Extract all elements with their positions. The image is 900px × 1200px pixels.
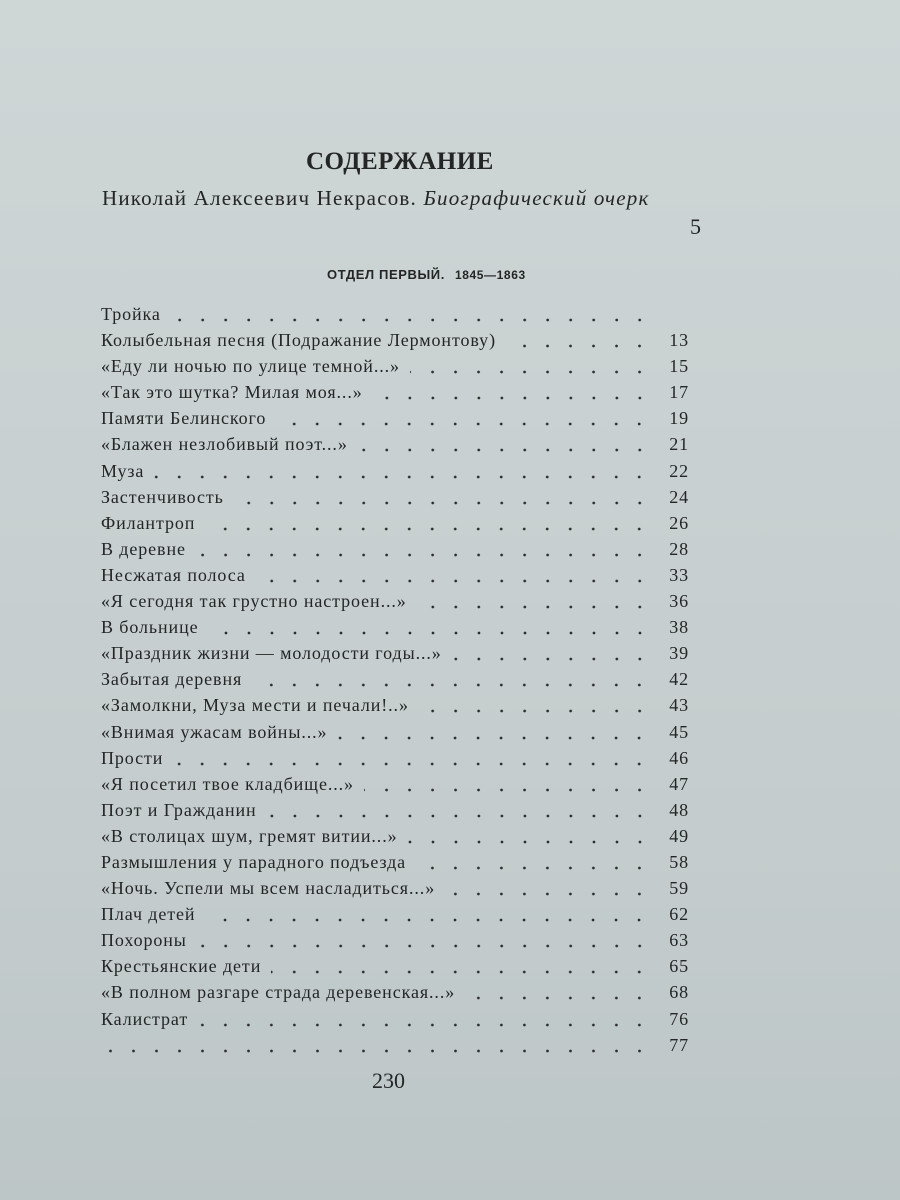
dot-leader xyxy=(364,788,651,792)
toc-entry-title: Калистрат xyxy=(101,1008,189,1029)
toc-entry-title: «Замолкни, Муза мести и печали!..» xyxy=(101,695,409,716)
toc-entry xyxy=(101,982,689,1008)
dot-leader xyxy=(171,318,651,322)
toc-entry-page: 63 xyxy=(669,930,689,951)
toc-entry-page: 38 xyxy=(669,617,689,638)
toc-entry xyxy=(101,1009,689,1035)
toc-entry-title: «Внимая ужасам войны...» xyxy=(101,721,328,742)
toc-entry-page: 17 xyxy=(669,382,689,403)
toc-entry-page: 39 xyxy=(669,643,689,664)
section-years: 1845—1863 xyxy=(454,268,526,282)
toc-entry xyxy=(101,800,689,826)
toc-entry-title: Памяти Белинского xyxy=(101,408,267,429)
toc-entry xyxy=(101,930,689,956)
dot-leader xyxy=(205,527,651,531)
toc-entry-title: «Я посетил твое кладбище...» xyxy=(101,773,354,794)
toc-entry xyxy=(101,304,689,330)
dot-leader xyxy=(417,605,651,609)
dot-leader xyxy=(358,448,651,452)
toc-entry-page: 15 xyxy=(669,356,689,377)
toc-entry xyxy=(101,487,689,513)
toc-entry xyxy=(101,695,689,721)
toc-entry xyxy=(101,748,689,774)
toc-entry xyxy=(101,643,689,669)
toc-entry-title: «В полном разгаре страда деревенская...» xyxy=(101,982,456,1003)
dot-leader xyxy=(256,579,651,583)
section-label: ОТДЕЛ ПЕРВЫЙ. xyxy=(327,267,445,282)
dot-leader xyxy=(408,840,651,844)
intro-subtitle: Биографический очерк xyxy=(423,186,650,210)
toc-entry-title: В деревне xyxy=(101,538,186,559)
toc-entry-title: Крестьянские дети xyxy=(101,956,262,977)
toc-list xyxy=(101,304,689,1061)
toc-entry xyxy=(101,382,689,408)
toc-entry xyxy=(101,461,689,487)
toc-entry-title: В больнице xyxy=(101,617,199,638)
toc-entry xyxy=(101,774,689,800)
toc-entry-title: Похороны xyxy=(101,930,187,951)
toc-entry-title: «Еду ли ночью по улице темной...» xyxy=(101,356,400,377)
toc-entry-title: Прости xyxy=(101,747,164,768)
toc-entry-page: 46 xyxy=(669,747,689,768)
toc-entry-page: 62 xyxy=(669,904,689,925)
dot-leader xyxy=(506,344,651,348)
dot-leader xyxy=(416,866,651,870)
dot-leader xyxy=(419,709,651,713)
toc-entry-page: 24 xyxy=(669,486,689,507)
toc-entry xyxy=(101,434,689,460)
toc-entry-page: 58 xyxy=(669,851,689,872)
intro-entry xyxy=(102,186,650,211)
toc-entry xyxy=(101,826,689,852)
toc-entry-page: 19 xyxy=(669,408,689,429)
toc-entry-title: «Праздник жизни — молодости годы...» xyxy=(101,643,442,664)
toc-entry xyxy=(101,904,689,930)
dot-leader xyxy=(173,762,651,766)
dot-leader xyxy=(445,892,651,896)
toc-entry xyxy=(101,356,689,382)
toc-entry xyxy=(101,878,689,904)
toc-entry-page: 76 xyxy=(669,1008,689,1029)
toc-entry xyxy=(101,539,689,565)
toc-entry-page: 33 xyxy=(669,564,689,585)
toc-entry-title: Несжатая полоса xyxy=(101,564,246,585)
toc-entry-title: Застенчивость xyxy=(101,486,224,507)
dot-leader xyxy=(465,996,651,1000)
dot-leader xyxy=(267,814,651,818)
dot-leader xyxy=(271,970,651,974)
toc-entry xyxy=(101,617,689,643)
contents-heading: СОДЕРЖАНИЕ xyxy=(306,148,494,175)
toc-entry xyxy=(101,330,689,356)
toc-entry-page: 77 xyxy=(669,1034,689,1055)
toc-entry-title: Колыбельная песня (Подражание Лермонтову) xyxy=(101,330,496,351)
toc-entry-page: 48 xyxy=(669,799,689,820)
toc-entry-title: Филантроп xyxy=(101,512,196,533)
page-number: 230 xyxy=(372,1068,405,1093)
toc-entry-page: 65 xyxy=(669,956,689,977)
toc-entry-title: «Я сегодня так грустно настроен...» xyxy=(101,591,407,612)
dot-leader xyxy=(373,396,651,400)
dot-leader xyxy=(197,944,651,948)
toc-entry-page: 21 xyxy=(669,434,689,455)
toc-entry-title: «Блажен незлобивый поэт...» xyxy=(101,434,348,455)
toc-entry-title: Поэт и Гражданин xyxy=(101,799,257,820)
dot-leader xyxy=(101,1049,651,1053)
toc-entry xyxy=(101,1035,689,1061)
dot-leader xyxy=(252,683,651,687)
toc-entry-page: 49 xyxy=(669,825,689,846)
toc-entry-page: 28 xyxy=(669,538,689,559)
dot-leader xyxy=(452,657,651,661)
dot-leader xyxy=(198,1023,651,1027)
toc-entry-page: 47 xyxy=(669,773,689,794)
toc-entry xyxy=(101,565,689,591)
dot-leader xyxy=(154,475,651,479)
toc-entry xyxy=(101,408,689,434)
dot-leader xyxy=(234,501,651,505)
toc-entry xyxy=(101,591,689,617)
toc-entry-page: 59 xyxy=(669,878,689,899)
toc-entry-page: 36 xyxy=(669,591,689,612)
toc-entry xyxy=(101,669,689,695)
toc-entry xyxy=(101,722,689,748)
intro-page-number: 5 xyxy=(690,214,701,239)
toc-entry-title: «Ночь. Успели мы всем насладиться...» xyxy=(101,878,436,899)
toc-entry-title: «Так это шутка? Милая моя...» xyxy=(101,382,363,403)
section-heading xyxy=(327,267,526,282)
toc-entry-page: 45 xyxy=(669,721,689,742)
toc-entry-page: 68 xyxy=(669,982,689,1003)
toc-entry-page: 13 xyxy=(669,330,689,351)
toc-entry-page: 43 xyxy=(669,695,689,716)
dot-leader xyxy=(209,631,651,635)
toc-entry xyxy=(101,852,689,878)
dot-leader xyxy=(276,422,651,426)
dot-leader xyxy=(205,918,651,922)
toc-entry xyxy=(101,956,689,982)
dot-leader xyxy=(410,370,651,374)
toc-entry-page: 42 xyxy=(669,669,689,690)
toc-entry-title: Забытая деревня xyxy=(101,669,243,690)
toc-entry-title: Размышления у парадного подъезда xyxy=(101,851,407,872)
toc-entry-title: «В столицах шум, гремят витии...» xyxy=(101,825,398,846)
toc-entry-title: Муза xyxy=(101,460,145,481)
toc-entry-title: Тройка xyxy=(101,304,161,324)
toc-entry xyxy=(101,513,689,539)
dot-leader xyxy=(337,736,651,740)
dot-leader xyxy=(196,553,651,557)
toc-entry-page: 26 xyxy=(669,512,689,533)
toc-entry-page: 22 xyxy=(669,460,689,481)
toc-entry-title: Плач детей xyxy=(101,904,196,925)
intro-author: Николай Алексеевич Некрасов. xyxy=(102,186,417,210)
